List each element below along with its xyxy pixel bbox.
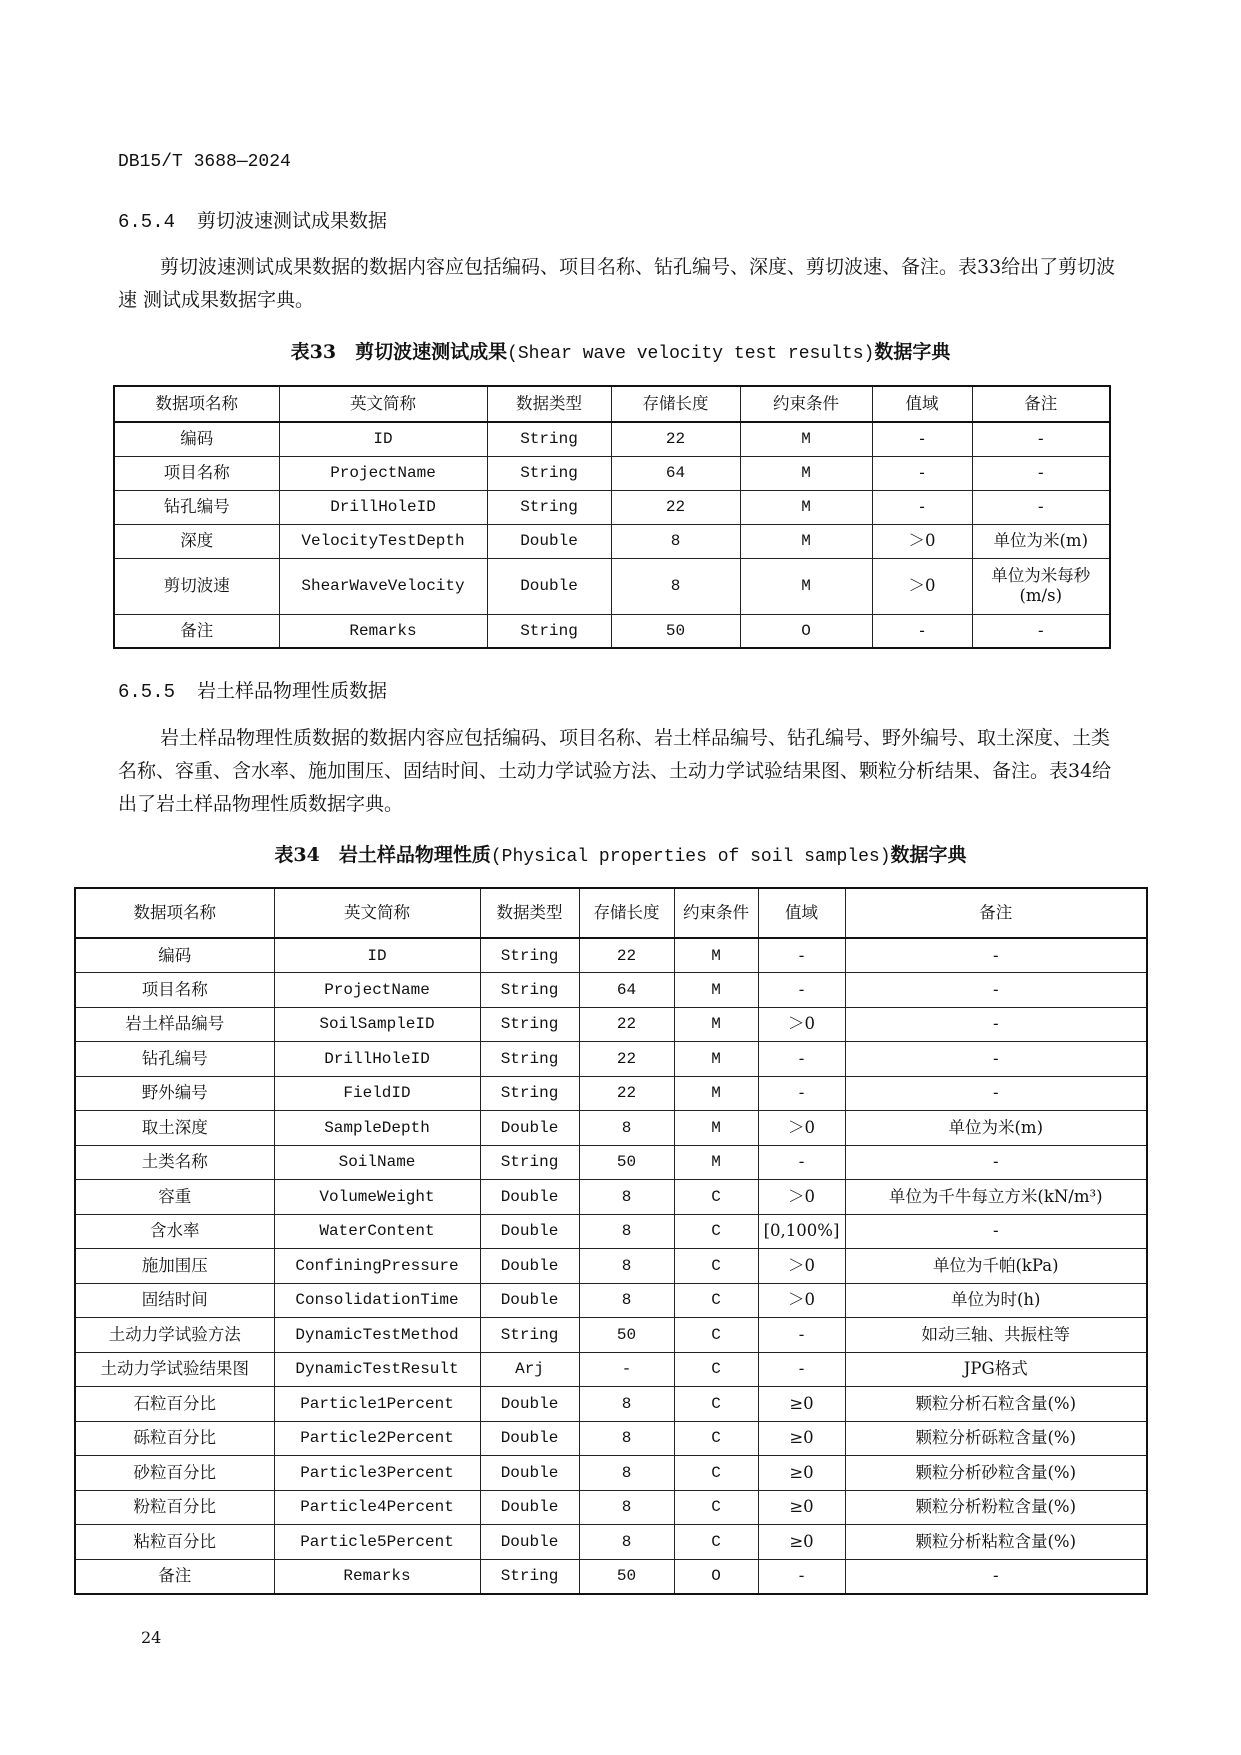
header-row [75, 888, 1147, 938]
table-cell: 50 [611, 614, 740, 648]
table-cell: String [480, 1076, 579, 1111]
table-cell: 施加围压 [75, 1249, 274, 1284]
column-header: 数据类型 [480, 888, 579, 938]
table-cell: 砂粒百分比 [75, 1456, 274, 1491]
table-cell: Particle3Percent [274, 1456, 480, 1491]
column-header: 备注 [845, 888, 1147, 938]
table-cell: 8 [611, 558, 740, 614]
table-row [75, 1387, 1147, 1422]
table-cell: Remarks [279, 614, 487, 648]
table-row [114, 524, 1110, 558]
table-cell: 22 [579, 1007, 674, 1042]
table-cell: 野外编号 [75, 1076, 274, 1111]
table-cell: M [740, 558, 872, 614]
caption-part: 数据字典 [890, 844, 967, 866]
table-cell: 岩土样品编号 [75, 1007, 274, 1042]
table-cell: 剪切波速 [114, 558, 279, 614]
table-cell: 颗粒分析粘粒含量(%) [845, 1525, 1147, 1560]
table-cell: ≥0 [758, 1490, 845, 1525]
table-cell: 22 [611, 490, 740, 524]
table-cell: Double [480, 1214, 579, 1249]
table-cell: 项目名称 [114, 456, 279, 490]
table-cell: 64 [611, 456, 740, 490]
table-cell: - [972, 614, 1110, 648]
table-cell: FieldID [274, 1076, 480, 1111]
table-cell: ≥0 [758, 1387, 845, 1422]
table-cell: - [845, 1042, 1147, 1077]
table-cell: VolumeWeight [274, 1180, 480, 1215]
table-cell: 取土深度 [75, 1111, 274, 1146]
table-cell: String [487, 422, 611, 456]
caption-part: 数据字典 [874, 341, 951, 363]
table-cell: 8 [611, 524, 740, 558]
table-cell: Double [480, 1249, 579, 1284]
table-cell: 单位为米(m) [845, 1111, 1147, 1146]
table-cell: ＞0 [758, 1111, 845, 1146]
table-cell: Double [487, 558, 611, 614]
table-cell: ＞0 [872, 524, 972, 558]
table-cell: 单位为米每秒(m/s) [972, 558, 1110, 614]
table-cell: ID [279, 422, 487, 456]
table-cell: M [740, 490, 872, 524]
table-cell: - [972, 456, 1110, 490]
table-cell: O [674, 1559, 758, 1594]
table-cell: 石粒百分比 [75, 1387, 274, 1422]
table-row [75, 1111, 1147, 1146]
table-cell: M [740, 456, 872, 490]
header-row [114, 386, 1110, 422]
table-cell: C [674, 1318, 758, 1353]
table-cell: C [674, 1456, 758, 1491]
table-cell: String [487, 614, 611, 648]
section-title: 岩土样品物理性质数据 [197, 680, 388, 702]
table-cell: 备注 [75, 1559, 274, 1594]
table-row [75, 938, 1147, 973]
column-header: 英文简称 [274, 888, 480, 938]
table-cell: 编码 [75, 938, 274, 973]
table-cell: - [758, 938, 845, 973]
column-header: 约束条件 [740, 386, 872, 422]
table-cell: 单位为千帕(kPa) [845, 1249, 1147, 1284]
table-cell: 深度 [114, 524, 279, 558]
table-cell: String [480, 973, 579, 1008]
table-cell: 含水率 [75, 1214, 274, 1249]
table-cell: ＞0 [758, 1180, 845, 1215]
table-cell: Double [487, 524, 611, 558]
table-cell: Double [480, 1180, 579, 1215]
caption-part: 表34 岩土样品物理性质 [274, 844, 491, 866]
table-cell: 如动三轴、共振柱等 [845, 1318, 1147, 1353]
table-row [75, 1352, 1147, 1387]
table-cell: String [487, 456, 611, 490]
table-cell: 8 [579, 1490, 674, 1525]
table-cell: Double [480, 1525, 579, 1560]
section-number: 6.5.4 [118, 211, 176, 233]
paragraph-655: 岩土样品物理性质数据的数据内容应包括编码、项目名称、岩土样品编号、钻孔编号、野外编号、取土深度、土类名称、容重、含水率、施加围压、固结时间、土动力学试验方法、土动力学试验结果图、颗粒分析结果、备注。表34给出了岩土样品物理性质数据字典。 [118, 727, 1112, 815]
caption-part: 表33 剪切波速测试成果 [290, 341, 508, 363]
table-cell: - [845, 1007, 1147, 1042]
table-cell: C [674, 1283, 758, 1318]
column-header: 备注 [972, 386, 1110, 422]
table-cell: Double [480, 1283, 579, 1318]
table-cell: SoilSampleID [274, 1007, 480, 1042]
section-number: 6.5.5 [118, 681, 176, 703]
table-cell: ShearWaveVelocity [279, 558, 487, 614]
table-cell: - [758, 973, 845, 1008]
table-cell: 50 [579, 1559, 674, 1594]
table-cell: Particle1Percent [274, 1387, 480, 1422]
table-cell: - [872, 614, 972, 648]
table-cell: SoilName [274, 1145, 480, 1180]
table-cell: ＞0 [758, 1249, 845, 1284]
table-cell: 64 [579, 973, 674, 1008]
section-title: 剪切波速测试成果数据 [197, 210, 388, 232]
table-cell: C [674, 1214, 758, 1249]
table-row [114, 558, 1110, 614]
table-cell: - [872, 490, 972, 524]
table-row [75, 1421, 1147, 1456]
table-cell: 颗粒分析砾粒含量(%) [845, 1421, 1147, 1456]
table-row [114, 422, 1110, 456]
table-cell: - [845, 1214, 1147, 1249]
table-cell: - [758, 1352, 845, 1387]
section-heading-654 [118, 206, 387, 233]
column-header: 值域 [872, 386, 972, 422]
column-header: 存储长度 [579, 888, 674, 938]
caption-english: (Shear wave velocity test results) [507, 344, 875, 364]
table-cell: M [674, 1042, 758, 1077]
table-cell: 8 [579, 1387, 674, 1422]
column-header: 数据项名称 [75, 888, 274, 938]
table-33 [113, 385, 1111, 649]
table-cell: 钻孔编号 [114, 490, 279, 524]
table-cell: - [579, 1352, 674, 1387]
table-cell: String [480, 1042, 579, 1077]
table-cell: - [845, 1559, 1147, 1594]
table-cell: 8 [579, 1283, 674, 1318]
table-row [75, 1214, 1147, 1249]
table-row [75, 1283, 1147, 1318]
table-cell: WaterContent [274, 1214, 480, 1249]
table-cell: String [480, 1559, 579, 1594]
table-cell: ＞0 [758, 1007, 845, 1042]
table-cell: 22 [579, 1042, 674, 1077]
table-cell: 单位为时(h) [845, 1283, 1147, 1318]
table-cell: 8 [579, 1421, 674, 1456]
table-cell: Arj [480, 1352, 579, 1387]
column-header: 存储长度 [611, 386, 740, 422]
table-cell: 土动力学试验方法 [75, 1318, 274, 1353]
table-cell: Double [480, 1456, 579, 1491]
column-header: 数据项名称 [114, 386, 279, 422]
table34-caption [0, 840, 1241, 867]
table-cell: Remarks [274, 1559, 480, 1594]
table-cell: - [758, 1318, 845, 1353]
table-cell: 22 [579, 1076, 674, 1111]
table-cell: 22 [579, 938, 674, 973]
table-cell: 单位为千牛每立方米(kN/m³) [845, 1180, 1147, 1215]
table-cell: VelocityTestDepth [279, 524, 487, 558]
paragraph-654: 剪切波速测试成果数据的数据内容应包括编码、项目名称、钻孔编号、深度、剪切波速、备注。表33给出了剪切波速 测试成果数据字典。 [118, 256, 1116, 311]
table-cell: 颗粒分析粉粒含量(%) [845, 1490, 1147, 1525]
table-cell: O [740, 614, 872, 648]
table-cell: ID [274, 938, 480, 973]
table-row [75, 1559, 1147, 1594]
table-cell: 砾粒百分比 [75, 1421, 274, 1456]
table-34 [74, 887, 1148, 1595]
table-row [75, 1007, 1147, 1042]
caption-english: (Physical properties of soil samples) [490, 847, 891, 867]
table-cell: M [674, 1111, 758, 1146]
table-cell: ConsolidationTime [274, 1283, 480, 1318]
table-cell: String [480, 1145, 579, 1180]
table-row [75, 1145, 1147, 1180]
table-cell: ＞0 [872, 558, 972, 614]
table-cell: C [674, 1525, 758, 1560]
table-cell: ConfiningPressure [274, 1249, 480, 1284]
table-cell: 固结时间 [75, 1283, 274, 1318]
table-cell: - [972, 422, 1110, 456]
table-cell: [0,100%] [758, 1214, 845, 1249]
table-cell: 编码 [114, 422, 279, 456]
table-cell: 土动力学试验结果图 [75, 1352, 274, 1387]
table-row [114, 456, 1110, 490]
column-header: 数据类型 [487, 386, 611, 422]
table-cell: 容重 [75, 1180, 274, 1215]
table-cell: Double [480, 1421, 579, 1456]
table-cell: 8 [579, 1180, 674, 1215]
table-cell: - [758, 1145, 845, 1180]
table-row [75, 1525, 1147, 1560]
table-cell: - [845, 1145, 1147, 1180]
table-cell: DynamicTestResult [274, 1352, 480, 1387]
table-cell: String [487, 490, 611, 524]
table-cell: M [674, 1076, 758, 1111]
table-cell: DrillHoleID [274, 1042, 480, 1077]
column-header: 约束条件 [674, 888, 758, 938]
section-heading-655 [118, 676, 387, 703]
table-cell: 单位为米(m) [972, 524, 1110, 558]
table-cell: Particle5Percent [274, 1525, 480, 1560]
table-cell: M [674, 938, 758, 973]
table-cell: M [740, 524, 872, 558]
table-cell: 50 [579, 1145, 674, 1180]
table-cell: 8 [579, 1249, 674, 1284]
table-cell: 8 [579, 1214, 674, 1249]
table-row [114, 490, 1110, 524]
table-cell: ≥0 [758, 1525, 845, 1560]
table-row [75, 1180, 1147, 1215]
table-cell: - [845, 938, 1147, 973]
table-row [75, 1318, 1147, 1353]
table-cell: 22 [611, 422, 740, 456]
column-header: 值域 [758, 888, 845, 938]
table-cell: - [872, 422, 972, 456]
table-cell: Double [480, 1387, 579, 1422]
table-cell: 项目名称 [75, 973, 274, 1008]
table-cell: SampleDepth [274, 1111, 480, 1146]
table-cell: 8 [579, 1456, 674, 1491]
table-row [75, 1490, 1147, 1525]
table-cell: - [758, 1076, 845, 1111]
table-cell: M [674, 1145, 758, 1180]
table-cell: ＞0 [758, 1283, 845, 1318]
table-cell: 8 [579, 1111, 674, 1146]
page-number: 24 [141, 1628, 162, 1647]
table-cell: ≥0 [758, 1456, 845, 1491]
table-cell: ProjectName [274, 973, 480, 1008]
table-cell: Double [480, 1111, 579, 1146]
table-cell: - [758, 1559, 845, 1594]
table-cell: ≥0 [758, 1421, 845, 1456]
table-cell: String [480, 938, 579, 973]
table-cell: 50 [579, 1318, 674, 1353]
table-cell: String [480, 1318, 579, 1353]
table-cell: 颗粒分析石粒含量(%) [845, 1387, 1147, 1422]
table-cell: ProjectName [279, 456, 487, 490]
table-cell: C [674, 1249, 758, 1284]
table-cell: Double [480, 1490, 579, 1525]
table-cell: 钻孔编号 [75, 1042, 274, 1077]
table-cell: 粉粒百分比 [75, 1490, 274, 1525]
table-cell: 土类名称 [75, 1145, 274, 1180]
document-code: DB15/T 3688—2024 [118, 152, 291, 172]
table-cell: C [674, 1387, 758, 1422]
table-cell: JPG格式 [845, 1352, 1147, 1387]
table-cell: M [740, 422, 872, 456]
table-cell: - [845, 973, 1147, 1008]
table-row [75, 1042, 1147, 1077]
table-cell: M [674, 1007, 758, 1042]
table-cell: M [674, 973, 758, 1008]
table33-caption [0, 337, 1241, 364]
table-cell: DynamicTestMethod [274, 1318, 480, 1353]
table-cell: - [758, 1042, 845, 1077]
table-cell: C [674, 1352, 758, 1387]
table-cell: 8 [579, 1525, 674, 1560]
table-row [75, 1249, 1147, 1284]
table-cell: - [872, 456, 972, 490]
table-row [75, 1456, 1147, 1491]
column-header: 英文简称 [279, 386, 487, 422]
table-cell: C [674, 1490, 758, 1525]
table-cell: 粘粒百分比 [75, 1525, 274, 1560]
table-cell: Particle2Percent [274, 1421, 480, 1456]
table-cell: - [845, 1076, 1147, 1111]
table-cell: C [674, 1180, 758, 1215]
table-cell: C [674, 1421, 758, 1456]
table-cell: DrillHoleID [279, 490, 487, 524]
table-row [114, 614, 1110, 648]
table-cell: 颗粒分析砂粒含量(%) [845, 1456, 1147, 1491]
table-row [75, 973, 1147, 1008]
table-cell: 备注 [114, 614, 279, 648]
table-cell: String [480, 1007, 579, 1042]
table-cell: Particle4Percent [274, 1490, 480, 1525]
table-cell: - [972, 490, 1110, 524]
table-row [75, 1076, 1147, 1111]
